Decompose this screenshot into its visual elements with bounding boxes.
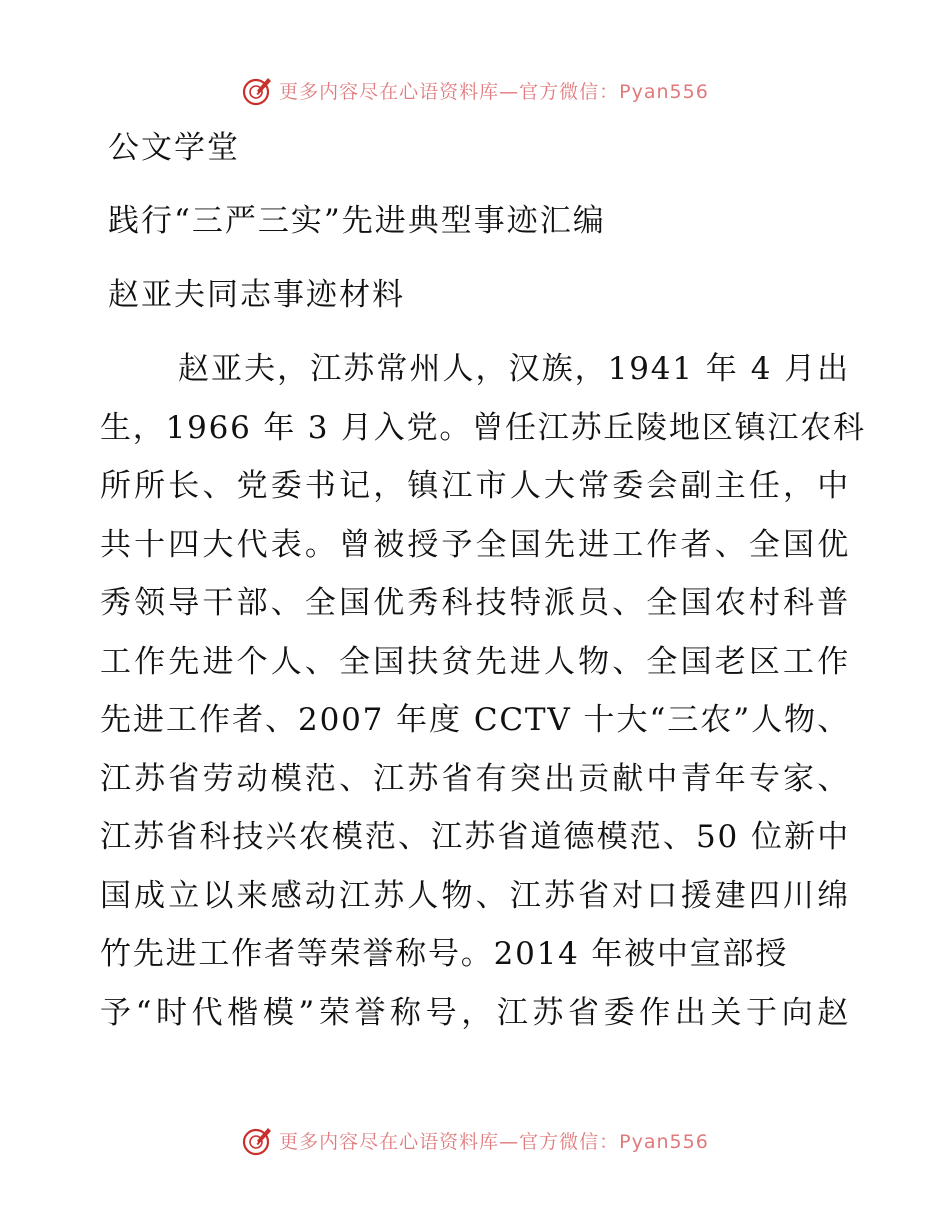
- body-line: 赵亚夫，江苏常州人，汉族，1941 年 4 月出: [178, 351, 850, 387]
- body-line: 共十四大代表。曾被授予全国先进工作者、全国优: [100, 526, 850, 563]
- body-line: 生，1966 年 3 月入党。曾任江苏丘陵地区镇江农科: [100, 409, 866, 446]
- header-watermark: [0, 70, 950, 110]
- body-line: 工作先进个人、全国扶贫先进人物、全国老区工作: [100, 643, 850, 680]
- pen-nib-logo-icon: [241, 73, 275, 107]
- body-line: 江苏省科技兴农模范、江苏省道德模范、50 位新中: [100, 819, 850, 855]
- watermark-text: 更多内容尽在心语资料库—官方微信：Pyan556: [279, 1130, 709, 1153]
- article-title: 赵亚夫同志事迹材料: [108, 277, 405, 313]
- body-line: 竹先进工作者等荣誉称号。2014 年被中宣部授: [100, 936, 789, 972]
- body-line: 所所长、党委书记，镇江市人大常委会副主任，中: [100, 468, 850, 504]
- footer-watermark: [0, 1120, 950, 1160]
- body-line: 国成立以来感动江苏人物、江苏省对口援建四川绵: [100, 877, 850, 914]
- article-body: [100, 340, 866, 1042]
- collection-title: 践行“三严三实”先进典型事迹汇编: [108, 203, 606, 239]
- body-line: 予“时代楷模”荣誉称号，江苏省委作出关于向赵: [100, 994, 850, 1031]
- column-title: 公文学堂: [108, 130, 240, 166]
- pen-nib-logo-icon: [241, 1123, 275, 1157]
- watermark-text: 更多内容尽在心语资料库—官方微信：Pyan556: [279, 80, 709, 103]
- body-line: 江苏省劳动模范、江苏省有突出贡献中青年专家、: [100, 760, 850, 797]
- body-line: 秀领导干部、全国优秀科技特派员、全国农村科普: [100, 585, 850, 621]
- body-line: 先进工作者、2007 年度 CCTV 十大“三农”人物、: [100, 702, 850, 738]
